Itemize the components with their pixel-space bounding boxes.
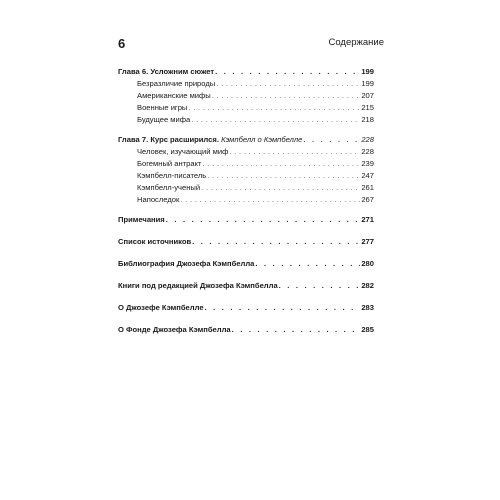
toc-item bbox=[118, 146, 374, 158]
toc-entry-title: Кэмпбелл-ученый bbox=[137, 183, 201, 192]
dot-leader bbox=[229, 146, 360, 158]
toc-entry-title: Военные игры bbox=[137, 103, 188, 112]
toc-item bbox=[118, 78, 374, 90]
dot-leader bbox=[188, 102, 360, 114]
toc-section-sources bbox=[118, 236, 374, 248]
toc-item bbox=[118, 170, 374, 182]
toc-entry-title: Глава 6. Усложним сюжет bbox=[118, 67, 215, 76]
toc-item bbox=[118, 158, 374, 170]
toc-entry-title: О Фонде Джозефа Кэмпбелла bbox=[118, 325, 231, 334]
dot-leader bbox=[215, 66, 360, 78]
toc-entry-page: 199 bbox=[361, 79, 374, 88]
toc-entry-page: 228 bbox=[361, 147, 374, 156]
toc-section-about-foundation bbox=[118, 324, 374, 336]
toc-entry-page: 282 bbox=[361, 281, 374, 290]
dot-leader bbox=[191, 114, 360, 126]
toc-section-edited-books bbox=[118, 280, 374, 292]
toc-entry-page: 215 bbox=[361, 103, 374, 112]
page-number: 6 bbox=[118, 36, 126, 51]
toc-entry-title: Будущее мифа bbox=[137, 115, 191, 124]
toc-entry-title: О Джозефе Кэмпбелле bbox=[118, 303, 204, 312]
dot-leader bbox=[205, 302, 361, 314]
chapter-subtitle: Кэмпбелл о Кэмпбелле bbox=[221, 135, 303, 144]
toc-chapter-6 bbox=[118, 66, 374, 78]
toc-chapter-7 bbox=[118, 134, 374, 146]
toc-entry-page: 207 bbox=[361, 91, 374, 100]
toc-entry-title: Библиография Джозефа Кэмпбелла bbox=[118, 259, 255, 268]
toc-entry-page: 199 bbox=[361, 67, 374, 76]
toc-item bbox=[118, 194, 374, 206]
toc-entry-title: Американские мифы bbox=[137, 91, 211, 100]
toc-entry-page: 285 bbox=[361, 325, 374, 334]
dot-leader bbox=[303, 134, 360, 146]
toc-entry-page: 247 bbox=[361, 171, 374, 180]
chapter-title: Глава 7. Курс расширился. bbox=[118, 135, 219, 144]
dot-leader bbox=[207, 170, 360, 182]
toc-entry-page: 239 bbox=[361, 159, 374, 168]
dot-leader bbox=[216, 78, 360, 90]
toc-entry-title: Человек, изучающий миф bbox=[137, 147, 229, 156]
toc-entry-page: 228 bbox=[361, 135, 374, 144]
dot-leader bbox=[255, 258, 360, 270]
toc-entry-title: Список источников bbox=[118, 237, 192, 246]
running-head: Содержание bbox=[328, 37, 384, 48]
toc-entry-title: Богемный антракт bbox=[137, 159, 202, 168]
toc-item bbox=[118, 102, 374, 114]
dot-leader bbox=[232, 324, 361, 336]
dot-leader bbox=[166, 214, 361, 226]
toc-entry-page: 280 bbox=[361, 259, 374, 268]
toc-entry-title: Кэмпбелл-писатель bbox=[137, 171, 207, 180]
table-of-contents bbox=[118, 66, 374, 336]
dot-leader bbox=[279, 280, 361, 292]
dot-leader bbox=[212, 90, 361, 102]
toc-section-about-author bbox=[118, 302, 374, 314]
toc-entry-page: 261 bbox=[361, 183, 374, 192]
toc-entry-page: 271 bbox=[361, 215, 374, 224]
toc-entry-page: 283 bbox=[361, 303, 374, 312]
toc-entry-title: Безразличие природы bbox=[137, 79, 216, 88]
toc-item bbox=[118, 114, 374, 126]
toc-entry-title bbox=[118, 134, 302, 146]
dot-leader bbox=[201, 182, 360, 194]
toc-item bbox=[118, 182, 374, 194]
toc-entry-title: Примечания bbox=[118, 215, 165, 224]
toc-entry-page: 218 bbox=[361, 115, 374, 124]
toc-entry-page: 277 bbox=[361, 237, 374, 246]
toc-entry-title: Книги под редакцией Джозефа Кэмпбелла bbox=[118, 281, 278, 290]
dot-leader bbox=[192, 236, 360, 248]
dot-leader bbox=[180, 194, 360, 206]
toc-entry-page: 267 bbox=[361, 195, 374, 204]
toc-section-notes bbox=[118, 214, 374, 226]
toc-section-bibliography bbox=[118, 258, 374, 270]
toc-entry-title: Напоследок bbox=[137, 195, 180, 204]
toc-item bbox=[118, 90, 374, 102]
dot-leader bbox=[202, 158, 360, 170]
